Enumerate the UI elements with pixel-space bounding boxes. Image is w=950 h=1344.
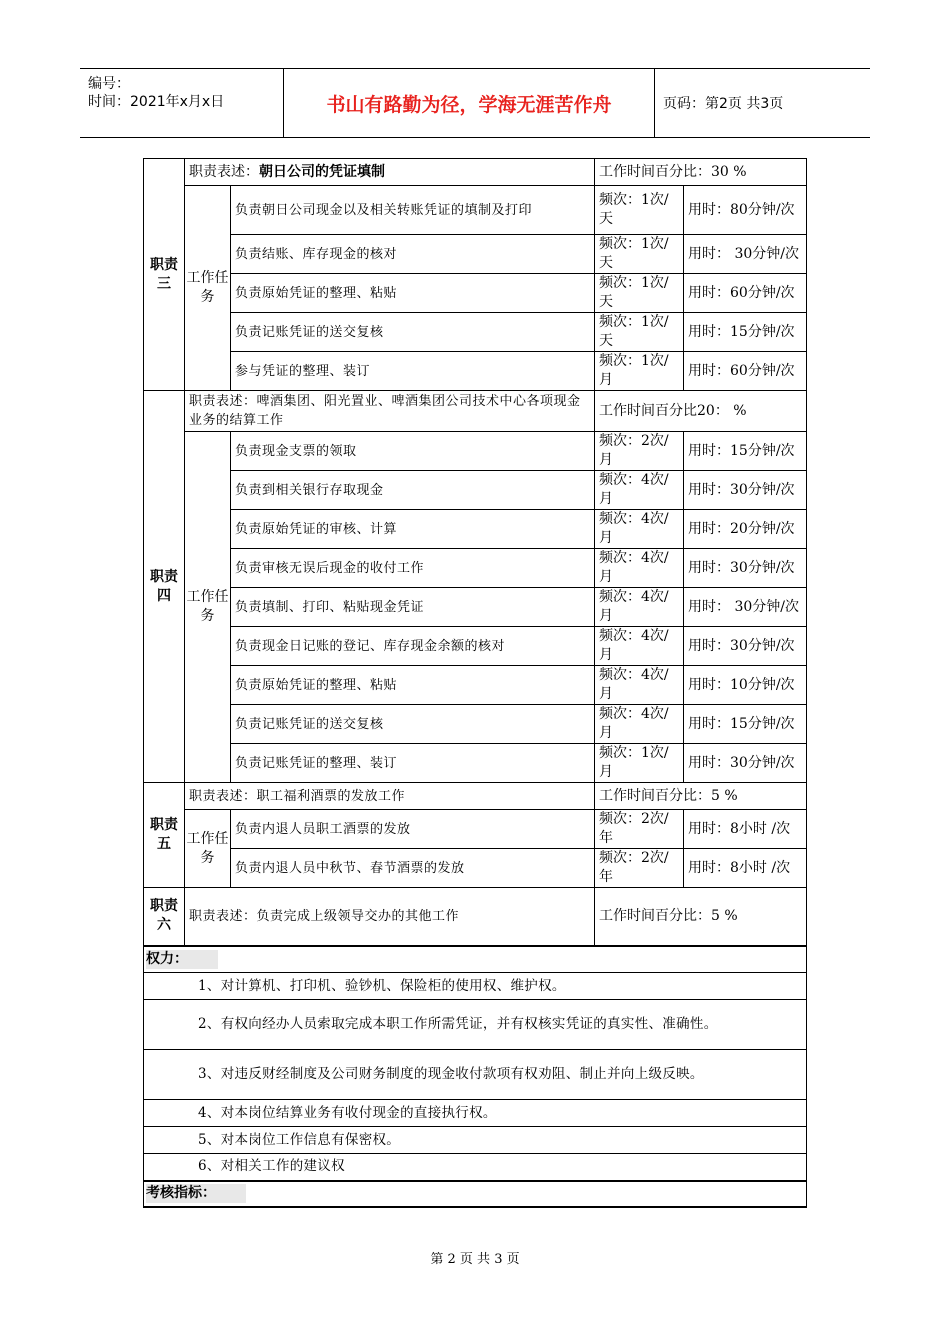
rights-header-row <box>144 946 807 973</box>
duty-description <box>185 888 595 946</box>
task-row <box>144 744 807 783</box>
task-duration: 用时：15分钟/次 <box>684 432 807 471</box>
desc-label: 职责表述： <box>189 394 257 409</box>
duty-label: 职责四 <box>144 391 185 783</box>
rights-item <box>144 1154 807 1181</box>
task-text: 负责审核无误后现金的收付工作 <box>231 549 595 588</box>
task-duration: 用时：30分钟/次 <box>684 627 807 666</box>
page-number: 页码：第2页 共3页 <box>663 96 784 112</box>
rights-text: 6、对相关工作的建议权 <box>144 1154 807 1181</box>
task-duration: 用时：30分钟/次 <box>684 549 807 588</box>
task-row <box>144 810 807 849</box>
task-frequency: 频次：4次/月 <box>595 588 684 627</box>
duty-row <box>144 159 807 186</box>
desc-label: 职责表述： <box>189 163 259 180</box>
rights-text: 2、有权向经办人员索取完成本职工作所需凭证，并有权核实凭证的真实性、准确性。 <box>144 1000 807 1050</box>
rights-item <box>144 1000 807 1050</box>
task-row <box>144 186 807 235</box>
task-text: 负责记账凭证的送交复核 <box>231 705 595 744</box>
task-text: 负责内退人员职工酒票的发放 <box>231 810 595 849</box>
task-text: 负责原始凭证的整理、粘贴 <box>231 666 595 705</box>
task-frequency: 频次：1次/天 <box>595 235 684 274</box>
task-frequency: 频次：4次/月 <box>595 471 684 510</box>
task-duration: 用时：80分钟/次 <box>684 186 807 235</box>
task-duration: 用时：30分钟/次 <box>684 471 807 510</box>
task-duration: 用时： 30分钟/次 <box>684 235 807 274</box>
desc-text: 啤酒集团、阳光置业、啤酒集团公司技术中心各项现金业务的结算工作 <box>189 394 581 428</box>
task-duration: 用时：20分钟/次 <box>684 510 807 549</box>
task-text: 负责记账凭证的送交复核 <box>231 313 595 352</box>
task-duration: 用时：60分钟/次 <box>684 274 807 313</box>
task-row <box>144 432 807 471</box>
task-row <box>144 666 807 705</box>
duty-description <box>185 159 595 186</box>
task-row <box>144 588 807 627</box>
task-row <box>144 352 807 391</box>
header-motto: 书山有路勤为径，学海无涯苦作舟 <box>283 69 655 137</box>
rights-title: 权力： <box>146 950 218 969</box>
task-row <box>144 627 807 666</box>
task-label: 工作任务 <box>185 186 231 391</box>
task-frequency: 频次：2次/年 <box>595 810 684 849</box>
task-text: 负责现金日记账的登记、库存现金余额的核对 <box>231 627 595 666</box>
task-duration: 用时：15分钟/次 <box>684 313 807 352</box>
task-duration: 用时：30分钟/次 <box>684 744 807 783</box>
rights-item <box>144 973 807 1000</box>
duty-row <box>144 391 807 432</box>
task-frequency: 频次：1次/月 <box>595 744 684 783</box>
task-frequency: 频次：1次/月 <box>595 352 684 391</box>
task-text: 负责结账、库存现金的核对 <box>231 235 595 274</box>
desc-text: 负责完成上级领导交办的其他工作 <box>256 908 460 924</box>
time-percent: 工作时间百分比：30 % <box>595 159 807 186</box>
task-text: 负责现金支票的领取 <box>231 432 595 471</box>
task-frequency: 频次：4次/月 <box>595 666 684 705</box>
task-frequency: 频次：2次/年 <box>595 849 684 888</box>
task-text: 负责朝日公司现金以及相关转账凭证的填制及打印 <box>231 186 595 235</box>
desc-label: 职责表述： <box>189 788 257 804</box>
duty-row <box>144 783 807 810</box>
duty-label: 职责六 <box>144 888 185 946</box>
duty-label: 职责三 <box>144 159 185 391</box>
duty-label: 职责五 <box>144 783 185 888</box>
task-row <box>144 274 807 313</box>
duty-description <box>185 783 595 810</box>
task-duration: 用时：10分钟/次 <box>684 666 807 705</box>
header-meta <box>88 75 224 111</box>
task-frequency: 频次：4次/月 <box>595 705 684 744</box>
number-label: 编号： <box>88 76 130 92</box>
task-duration: 用时：8小时 /次 <box>684 849 807 888</box>
task-frequency: 频次：4次/月 <box>595 627 684 666</box>
page-footer: 第 2 页 共 3 页 <box>430 1252 520 1267</box>
task-text: 负责内退人员中秋节、春节酒票的发放 <box>231 849 595 888</box>
task-row <box>144 549 807 588</box>
task-frequency: 频次：4次/月 <box>595 549 684 588</box>
desc-text: 朝日公司的凭证填制 <box>259 163 385 180</box>
task-row <box>144 705 807 744</box>
rights-item <box>144 1050 807 1100</box>
duty-row <box>144 888 807 946</box>
task-row <box>144 313 807 352</box>
task-text: 负责原始凭证的审核、计算 <box>231 510 595 549</box>
task-duration: 用时： 30分钟/次 <box>684 588 807 627</box>
task-duration: 用时：15分钟/次 <box>684 705 807 744</box>
rights-item <box>144 1100 807 1127</box>
desc-label: 职责表述： <box>189 908 257 924</box>
task-text: 负责记账凭证的整理、装订 <box>231 744 595 783</box>
task-row <box>144 510 807 549</box>
task-duration: 用时：60分钟/次 <box>684 352 807 391</box>
rights-item <box>144 1127 807 1154</box>
task-row <box>144 235 807 274</box>
page-header <box>80 68 870 138</box>
assessment-row <box>144 1181 807 1207</box>
task-text: 负责原始凭证的整理、粘贴 <box>231 274 595 313</box>
task-row <box>144 471 807 510</box>
rights-text: 4、对本岗位结算业务有收付现金的直接执行权。 <box>144 1100 807 1127</box>
rights-text: 3、对违反财经制度及公司财务制度的现金收付款项有权劝阻、制止并向上级反映。 <box>144 1050 807 1100</box>
task-frequency: 频次：1次/天 <box>595 274 684 313</box>
desc-text: 职工福利酒票的发放工作 <box>256 788 406 804</box>
task-label: 工作任务 <box>185 432 231 783</box>
task-frequency: 频次：1次/天 <box>595 186 684 235</box>
time-percent: 工作时间百分比20： % <box>595 391 807 432</box>
duty-table <box>143 158 807 1208</box>
task-text: 负责填制、打印、粘贴现金凭证 <box>231 588 595 627</box>
task-text: 参与凭证的整理、装订 <box>231 352 595 391</box>
assessment-title: 考核指标： <box>146 1184 246 1203</box>
task-frequency: 频次：4次/月 <box>595 510 684 549</box>
task-frequency: 频次：1次/天 <box>595 313 684 352</box>
duty-description <box>185 391 595 432</box>
time-percent: 工作时间百分比：5 % <box>595 888 807 946</box>
rights-text: 1、对计算机、打印机、验钞机、保险柜的使用权、维护权。 <box>144 973 807 1000</box>
task-row <box>144 849 807 888</box>
date-label: 时间：2021年x月x日 <box>88 94 225 110</box>
time-percent: 工作时间百分比：5 % <box>595 783 807 810</box>
task-label: 工作任务 <box>185 810 231 888</box>
task-duration: 用时：8小时 /次 <box>684 810 807 849</box>
rights-text: 5、对本岗位工作信息有保密权。 <box>144 1127 807 1154</box>
task-text: 负责到相关银行存取现金 <box>231 471 595 510</box>
task-frequency: 频次：2次/月 <box>595 432 684 471</box>
